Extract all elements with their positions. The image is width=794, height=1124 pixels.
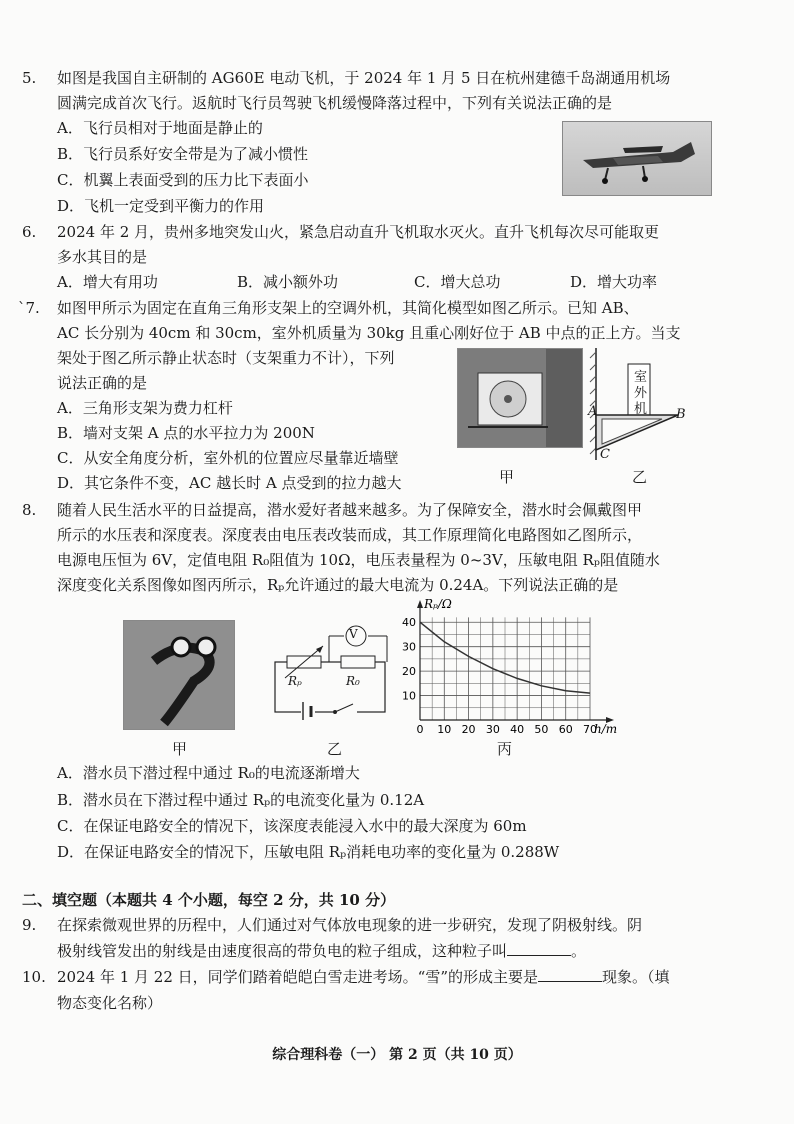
y-tick-label: 20 — [402, 665, 416, 679]
airplane-photo — [562, 121, 712, 196]
y-tick-label: 40 — [402, 616, 416, 630]
q5-option-d: D．飞机一定受到平衡力的作用 — [57, 197, 265, 215]
q7-option-c: C．从安全角度分析，室外机的位置应尽量靠近墙壁 — [57, 449, 399, 467]
q5-option-c: C．机翼上表面受到的压力比下表面小 — [57, 171, 309, 189]
q7-stem-line1: 如图甲所示为固定在直角三角形支架上的空调外机，其简化模型如图乙所示。已知 AB、 — [57, 299, 639, 317]
airplane-icon — [563, 122, 711, 195]
q9-stem-line2 — [57, 941, 586, 961]
q8-circuit-diagram — [265, 622, 395, 722]
q5-number: 5. — [22, 69, 37, 87]
q5-stem-line1: 如图是我国自主研制的 AG60E 电动飞机，于 2024 年 1 月 5 日在杭州建德千岛湖通用机场 — [57, 69, 671, 87]
air-conditioner-icon — [458, 349, 582, 447]
q7-option-b: B．墙对支架 A 点的水平拉力为 200N — [57, 424, 315, 442]
y-axis-arrow — [417, 600, 423, 608]
q10-number: 10. — [22, 968, 46, 986]
page-footer: 综合理科卷（一） 第 2 页（共 10 页） — [272, 1047, 522, 1063]
q8-stem-line3: 电源电压恒为 6V，定值电阻 R₀阻值为 10Ω，电压表量程为 0~3V，压敏电阻 Rₚ阻值随水 — [57, 551, 660, 569]
q10-stem-line2: 物态变化名称） — [57, 994, 163, 1012]
q9-stem-line2-end: 。 — [571, 942, 587, 960]
q8-figure-a-caption: 甲 — [172, 740, 188, 758]
q10-stem-line1-end: 现象。（填 — [601, 968, 670, 986]
q7-option-a: A．三角形支架为费力杠杆 — [57, 399, 233, 417]
x-tick-label: 70 — [583, 723, 597, 736]
q5-option-a: A．飞行员相对于地面是静止的 — [57, 119, 263, 137]
chart-ylabel: Rₚ/Ω — [424, 597, 452, 611]
q6-option-b: B．减小额外功 — [237, 273, 339, 291]
q10-stem-line1-text: 2024 年 1 月 22 日，同学们踏着皑皑白雪走进考场。“雪”的形成主要是 — [57, 968, 538, 986]
q6-number: 6. — [22, 223, 37, 241]
q7-option-d: D．其它条件不变，AC 越长时 A 点受到的拉力越大 — [57, 474, 402, 492]
y-tick-label: 10 — [402, 689, 416, 703]
depth-gauge-photo — [123, 620, 235, 730]
q7-stem-line4: 说法正确的是 — [57, 374, 148, 392]
q9-stem-line2-text: 极射线管发出的射线是由速度很高的带负电的粒子组成，这种粒子叫 — [57, 942, 508, 960]
x-tick-label: 50 — [534, 723, 549, 736]
x-tick-label: 60 — [558, 723, 573, 736]
q7-point-b: B — [676, 407, 686, 422]
q9-answer-blank[interactable] — [507, 941, 571, 956]
q8-r0-label: R₀ — [346, 674, 360, 688]
q8-stem-line2: 所示的水压表和深度表。深度表由电压表改装而成，其工作原理简化电路图如乙图所示， — [57, 526, 643, 544]
q6-stem-line2: 多水其目的是 — [57, 248, 148, 266]
q6-stem-line1: 2024 年 2 月，贵州多地突发山火，紧急启动直升飞机取水灭火。直升飞机每次尽可能取更 — [57, 223, 660, 241]
q7-figure-b-caption: 乙 — [632, 468, 648, 486]
q6-option-c: C．增大总功 — [414, 273, 501, 291]
q8-figure-c-caption: 丙 — [497, 740, 513, 758]
q8-option-b: B．潜水员在下潜过程中通过 Rₚ的电流变化量为 0.12A — [57, 791, 425, 809]
q7-stem-line3: 架处于图乙所示静止状态时（支架重力不计），下列 — [57, 349, 395, 367]
q8-stem-line1: 随着人民生活水平的日益提高，潜水爱好者越来越多。为了保障安全，潜水时会佩戴图甲 — [57, 501, 643, 519]
q7-point-a: A — [588, 404, 598, 419]
q7-point-c: C — [600, 447, 610, 462]
q8-figure-b-caption: 乙 — [327, 740, 343, 758]
q8-rp-label: Rₚ — [288, 674, 302, 688]
x-tick-label: 0 — [416, 723, 424, 736]
x-tick-label: 40 — [510, 723, 525, 736]
chart-grid — [420, 617, 590, 720]
q8-stem-line4: 深度变化关系图像如图丙所示，Rₚ允许通过的最大电流为 0.24A。下列说法正确的是 — [57, 576, 619, 594]
air-conditioner-photo — [457, 348, 583, 448]
q7-stem-line2: AC 长分别为 40cm 和 30cm，室外机质量为 30kg 且重心刚好位于 AB 中点的正上方。当支 — [57, 324, 681, 342]
q5-option-b: B．飞行员系好安全带是为了减小惯性 — [57, 145, 309, 163]
y-tick-label: 30 — [402, 640, 416, 654]
q9-number: 9. — [22, 916, 37, 934]
q8-option-c: C．在保证电路安全的情况下，该深度表能浸入水中的最大深度为 60m — [57, 817, 527, 835]
rp-depth-chart — [398, 596, 620, 736]
q6-option-d: D．增大功率 — [570, 273, 658, 291]
q5-stem-line2: 圆满完成首次飞行。返航时飞行员驾驶飞机缓慢降落过程中，下列有关说法正确的是 — [57, 94, 613, 112]
q6-option-a: A．增大有用功 — [57, 273, 158, 291]
q8-number: 8. — [22, 501, 37, 519]
q8-option-d: D．在保证电路安全的情况下，压敏电阻 Rₚ消耗电功率的变化量为 0.288W — [57, 843, 560, 861]
q10-answer-blank[interactable] — [538, 967, 602, 982]
chart-xlabel: h/m — [594, 722, 618, 736]
q10-stem-line1 — [57, 967, 670, 987]
q7-box-label: 室外机 — [634, 370, 648, 417]
x-tick-label: 20 — [461, 723, 476, 736]
q9-stem-line1: 在探索微观世界的历程中，人们通过对气体放电现象的进一步研究，发现了阴极射线。阴 — [57, 916, 643, 934]
q7-number: `7. — [18, 299, 40, 317]
section-2-title: 二、填空题（本题共 4 个小题，每空 2 分，共 10 分） — [22, 891, 396, 909]
x-tick-label: 30 — [485, 723, 500, 736]
q8-option-a: A．潜水员下潜过程中通过 R₀的电流逐渐增大 — [57, 764, 360, 782]
depth-gauge-icon — [124, 621, 234, 729]
x-tick-label: 10 — [437, 723, 452, 736]
q7-figure-a-caption: 甲 — [499, 468, 515, 486]
q8-voltmeter-label: V — [349, 627, 358, 641]
